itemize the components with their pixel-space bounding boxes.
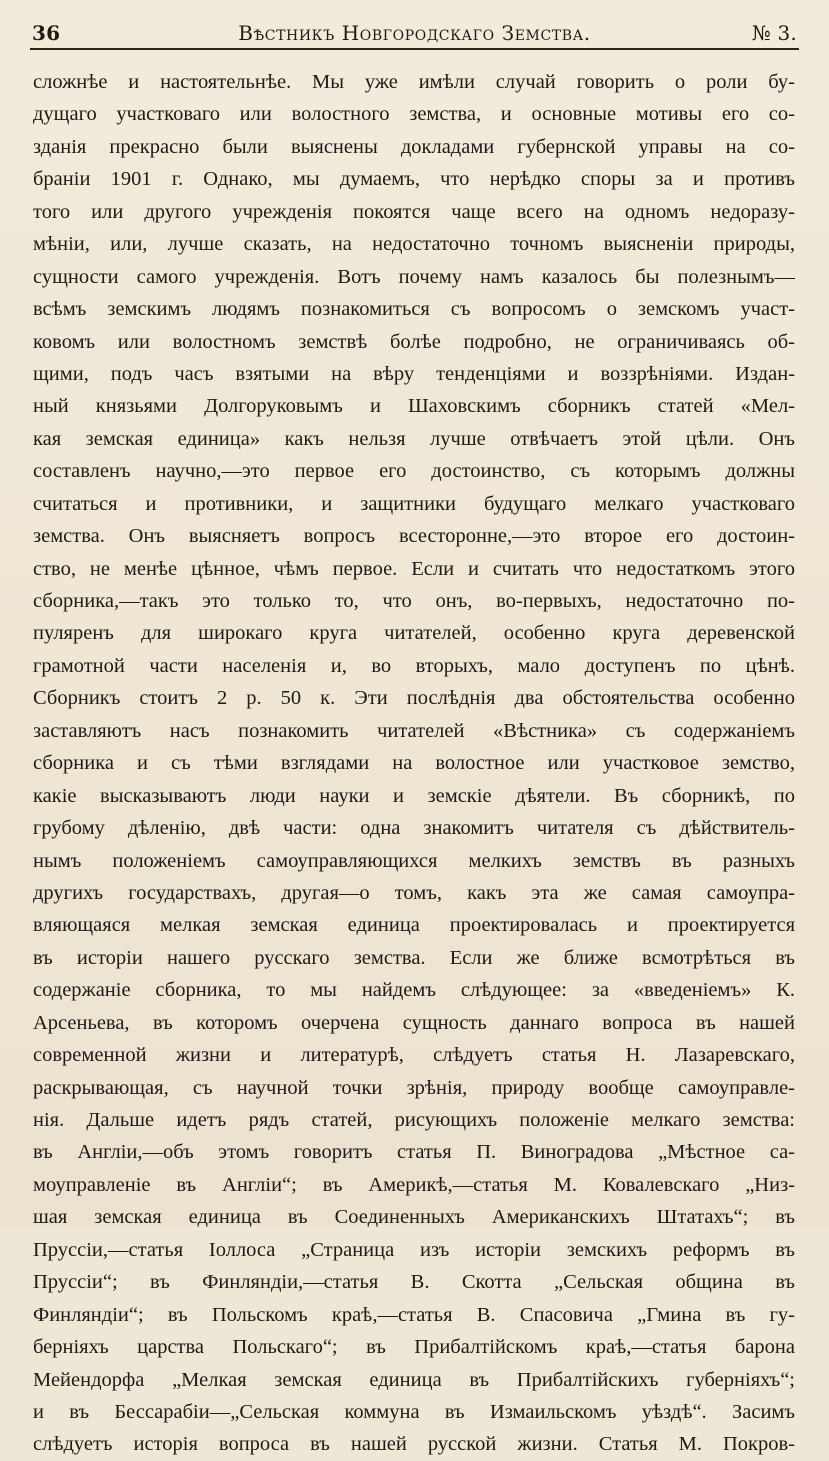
text-line-content: какіе высказываютъ люди науки и земскіе дѣятели. Въ сборникѣ, по xyxy=(33,784,795,807)
text-line xyxy=(33,1201,795,1233)
text-line-content: Мейендорфа „Мелкая земская единица въ Прибалтійскихъ губерніяхъ“; xyxy=(33,1368,795,1391)
text-line xyxy=(33,1266,795,1298)
text-line-content: Финляндіи“; въ Польскомъ краѣ,—статья В. Спасовича „Гмина въ гу- xyxy=(33,1303,795,1326)
running-header xyxy=(32,14,797,46)
text-line-content: нія. Дальше идетъ рядъ статей, рисующихъ положеніе мелкаго земства: xyxy=(33,1109,795,1131)
text-line-content: моуправленіе въ Англіи“; въ Америкѣ,—статья М. Ковалевскаго „Низ- xyxy=(33,1173,795,1196)
text-line xyxy=(33,812,795,844)
body-text xyxy=(33,66,795,1461)
text-line xyxy=(33,909,795,941)
text-line-content: вляющаяся мелкая земская единица проектировалась и проектируется xyxy=(33,914,795,937)
text-line xyxy=(33,715,795,747)
text-line xyxy=(33,488,795,520)
text-line xyxy=(33,1396,795,1428)
text-line-content: Пруссіи,—статья Іоллоса „Страница изъ исторіи земскихъ реформъ въ xyxy=(33,1238,795,1261)
text-line xyxy=(33,1136,795,1168)
text-line xyxy=(33,261,795,293)
text-line-content: считаться и противники, и защитники будущаго мелкаго участковаго xyxy=(33,492,795,515)
text-line-content: сложнѣе и настоятельнѣе. Мы уже имѣли случай говорить о роли бу- xyxy=(33,71,795,93)
text-line-content: дущаго участковаго или волостного земства, и основные мотивы его со- xyxy=(33,103,795,126)
text-line-content: берніяхъ царства Польскаго“; въ Прибалтійскомъ краѣ,—статья барона xyxy=(33,1336,795,1359)
text-line xyxy=(33,585,795,617)
text-line-content: Арсеньева, въ которомъ очерчена сущность даннаго вопроса въ нашей xyxy=(33,1011,795,1034)
text-line-content: сборника и съ тѣми взглядами на волостное или участковое земство, xyxy=(33,752,795,775)
text-line xyxy=(33,98,795,130)
issue-number: № 3. xyxy=(751,21,797,45)
text-line-content: раскрывающая, съ научной точки зрѣнія, природу вообще самоуправле- xyxy=(33,1076,795,1099)
text-line-content: грамотной части населенія и, во вторыхъ, мало доступенъ по цѣнѣ. xyxy=(33,654,795,677)
text-line xyxy=(33,617,795,649)
text-line xyxy=(33,942,795,974)
text-line-content: и въ Бессарабіи—„Сельская коммуна въ Измаильскомъ уѣздѣ“. Засимъ xyxy=(33,1400,795,1423)
text-line xyxy=(33,163,795,195)
text-line xyxy=(33,293,795,325)
text-line-content: нымъ положеніемъ самоуправляющихся мелкихъ земствъ въ разныхъ xyxy=(33,849,795,872)
text-line-content: грубому дѣленію, двѣ части: одна знакомитъ читателя съ дѣйствитель- xyxy=(33,817,795,840)
text-line-content: мѣніи, или, лучше сказать, на недостаточно точномъ выясненіи природы, xyxy=(33,233,795,256)
text-line xyxy=(33,66,795,98)
text-line-content: другихъ государствахъ, другая—о томъ, какъ эта же самая самоупра- xyxy=(33,881,795,904)
text-line-content: современной жизни и литературѣ, слѣдуетъ статья Н. Лазаревскаго, xyxy=(33,1044,795,1067)
text-line-content: слѣдуетъ исторія вопроса въ нашей русской жизни. Статья М. Покров- xyxy=(33,1433,795,1456)
text-line xyxy=(33,520,795,552)
header-rule xyxy=(30,48,799,50)
text-line xyxy=(33,1169,795,1201)
text-line-content: щими, подъ часъ взятыми на вѣру тенденціями и воззрѣніями. Издан- xyxy=(33,362,795,385)
text-line xyxy=(33,877,795,909)
text-line-content: пуляренъ для широкаго круга читателей, особенно круга деревенской xyxy=(33,622,795,645)
text-line-content: ство, не менѣе цѣнное, чѣмъ первое. Если и считать что недостаткомъ этого xyxy=(33,557,795,580)
text-line-content: ный князьями Долгоруковымъ и Шаховскимъ сборникъ статей «Мел- xyxy=(33,395,795,418)
text-line xyxy=(33,845,795,877)
text-line xyxy=(33,682,795,714)
text-line xyxy=(33,390,795,422)
text-line-content: Пруссіи“; въ Финляндіи,—статья В. Скотта „Сельская община въ xyxy=(33,1271,795,1294)
page-number: 36 xyxy=(32,21,61,45)
text-line-content: ковомъ или волостномъ земствѣ болѣе подробно, не ограничиваясь об- xyxy=(33,330,795,353)
text-line-content: всѣмъ земскимъ людямъ познакомиться съ вопросомъ о земскомъ участ- xyxy=(33,298,795,321)
text-line xyxy=(33,228,795,260)
text-line xyxy=(33,423,795,455)
text-line xyxy=(33,650,795,682)
text-line xyxy=(33,1072,795,1104)
text-line xyxy=(33,1234,795,1266)
text-line xyxy=(33,553,795,585)
text-line-content: кая земская единица» какъ нельзя лучше отвѣчаетъ этой цѣли. Онъ xyxy=(33,427,795,450)
text-line xyxy=(33,1039,795,1071)
text-line xyxy=(33,1428,795,1460)
text-line-content: содержаніе сборника, то мы найдемъ слѣдующее: за «введеніемъ» К. xyxy=(33,979,795,1002)
text-line-content: сборника,—такъ это только то, что онъ, во-первыхъ, недостаточно по- xyxy=(33,590,795,612)
text-line xyxy=(33,747,795,779)
text-line-content: въ Англіи,—объ этомъ говоритъ статья П. Виноградова „Мѣстное са- xyxy=(33,1141,795,1164)
text-line xyxy=(33,358,795,390)
text-line-content: шая земская единица въ Соединенныхъ Американскихъ Штатахъ“; въ xyxy=(33,1206,795,1229)
text-line-content: зданія прекрасно были выяснены докладами губернской управы на со- xyxy=(33,135,795,158)
text-line xyxy=(33,1364,795,1396)
text-line-content: Сборникъ стоитъ 2 р. 50 к. Эти послѣднія два обстоятельства особенно xyxy=(33,687,795,710)
text-line xyxy=(33,780,795,812)
text-line xyxy=(33,1104,795,1136)
journal-title: Вѣстникъ Новгородскаго Земства. xyxy=(238,21,591,45)
text-line-content: въ исторіи нашего русскаго земства. Если же ближе всмотрѣться въ xyxy=(33,946,795,969)
text-line xyxy=(33,1331,795,1363)
text-line-content: того или другого учрежденія покоятся чаще всего на одномъ недоразу- xyxy=(33,200,795,223)
text-line-content: браніи 1901 г. Однако, мы думаемъ, что нерѣдко споры за и противъ xyxy=(33,168,795,191)
text-line xyxy=(33,131,795,163)
text-line xyxy=(33,1299,795,1331)
text-line-content: заставляютъ насъ познакомить читателей «Вѣстника» съ содержаніемъ xyxy=(33,719,795,742)
text-line xyxy=(33,1007,795,1039)
text-line-content: составленъ научно,—это первое его достоинство, съ которымъ должны xyxy=(33,460,795,483)
text-line xyxy=(33,455,795,487)
text-line xyxy=(33,196,795,228)
text-line-content: земства. Онъ выясняетъ вопросъ всесторонне,—это второе его достоин- xyxy=(33,525,795,548)
text-line xyxy=(33,326,795,358)
text-line-content: сущности самого учрежденія. Вотъ почему намъ казалось бы полезнымъ— xyxy=(33,265,795,288)
text-line xyxy=(33,974,795,1006)
